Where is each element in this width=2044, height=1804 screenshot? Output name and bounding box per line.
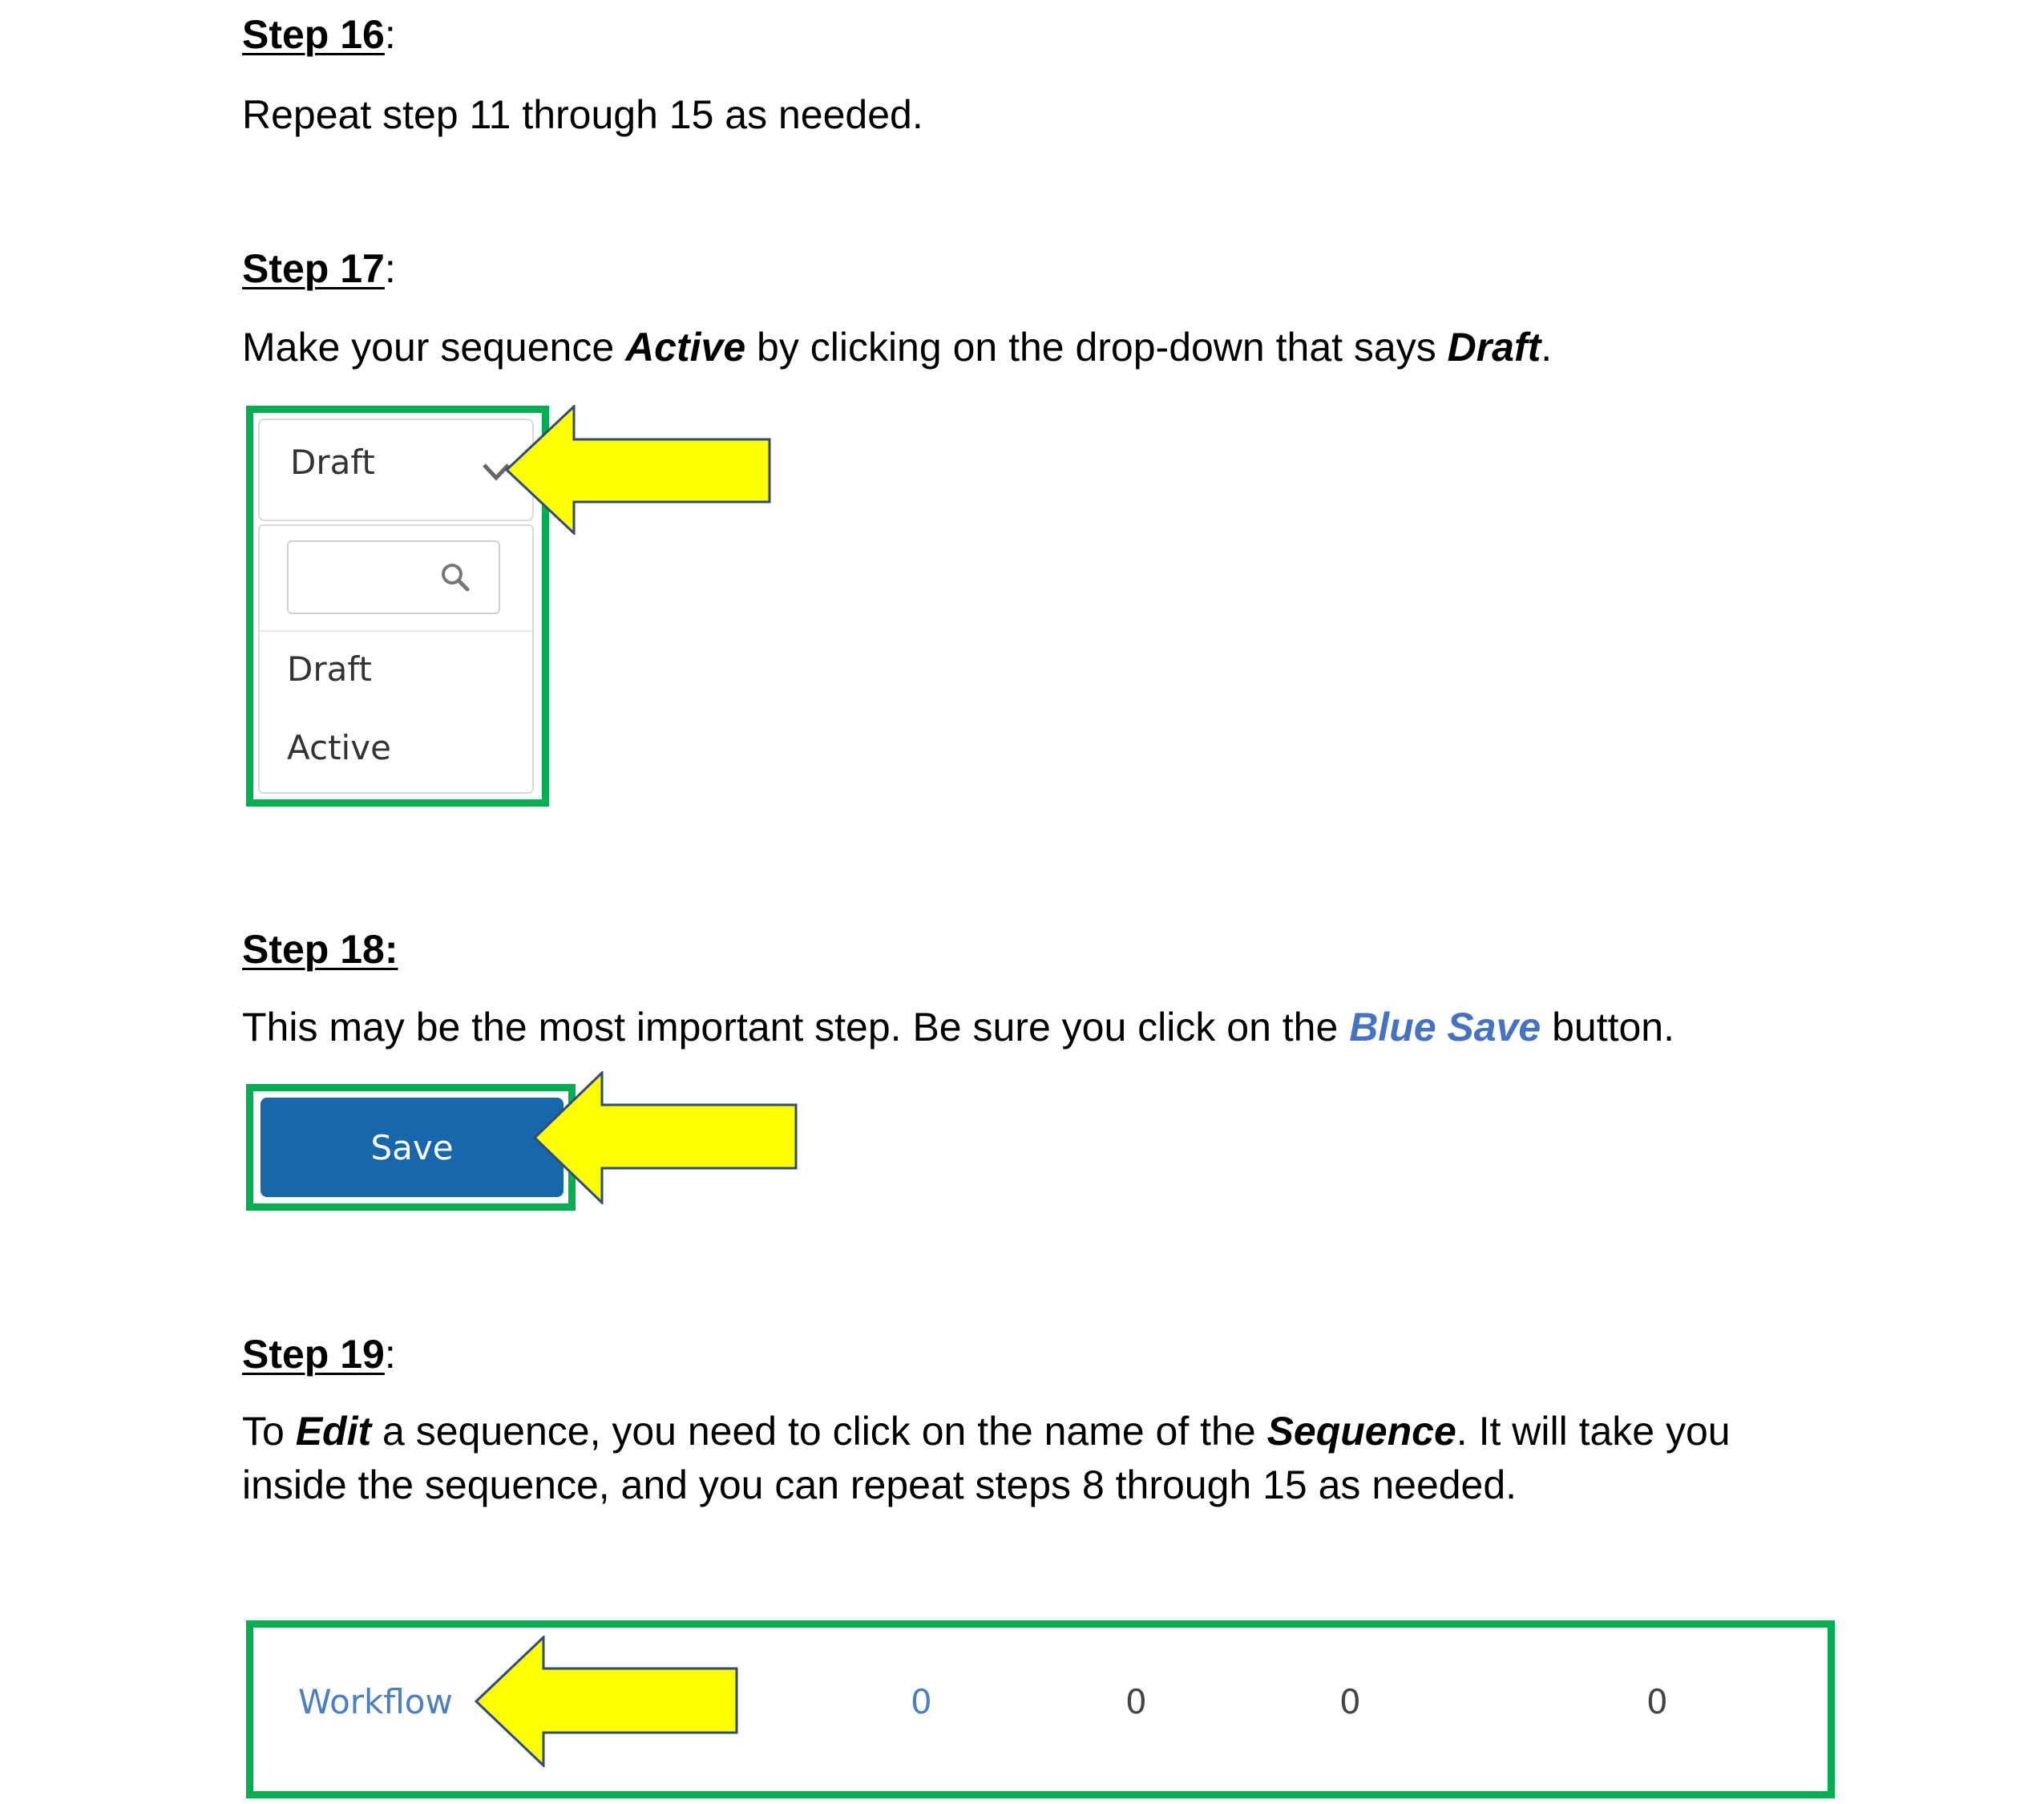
dropdown-option-active[interactable]: Active — [287, 728, 391, 767]
emphasis-draft: Draft — [1447, 325, 1541, 370]
dropdown-selected-value: Draft — [290, 443, 375, 482]
heading-colon: : — [384, 1332, 396, 1377]
yellow-arrow-icon — [533, 1071, 800, 1204]
step-19-text-line-1: To Edit a sequence, you need to click on the name of the Sequence. It will take you — [242, 1409, 1731, 1454]
dropdown-option-draft[interactable]: Draft — [287, 649, 372, 689]
emphasis-active: Active — [625, 325, 746, 370]
sequence-count-1[interactable]: 0 — [911, 1682, 932, 1721]
sequence-count-3: 0 — [1339, 1682, 1361, 1721]
step-18-heading: Step 18: — [242, 927, 398, 972]
step-19-text-line-2: inside the sequence, and you can repeat steps 8 through 15 as needed. — [242, 1462, 1517, 1507]
step-18-text: This may be the most important step. Be sure you click on the Blue Save button. — [242, 1005, 1674, 1050]
save-button[interactable]: Save — [261, 1098, 564, 1197]
dropdown-menu — [258, 524, 534, 794]
step-17-heading: Step 17: — [242, 246, 396, 291]
dropdown-search-input[interactable] — [287, 540, 500, 614]
heading-colon: : — [384, 12, 396, 57]
step-16-text: Repeat step 11 through 15 as needed. — [242, 92, 923, 137]
step-17-text: Make your sequence Active by clicking on the drop-down that says Draft. — [242, 325, 1553, 370]
status-dropdown[interactable] — [258, 419, 534, 521]
sequence-count-4: 0 — [1646, 1682, 1668, 1721]
yellow-arrow-icon — [505, 405, 774, 535]
sequence-count-2: 0 — [1125, 1682, 1147, 1721]
sequence-name-link[interactable]: Workflow — [298, 1682, 453, 1721]
step-16-heading: Step 16: — [242, 12, 396, 57]
search-icon — [439, 561, 473, 595]
emphasis-edit: Edit — [295, 1409, 372, 1454]
yellow-arrow-icon — [475, 1636, 741, 1767]
heading-colon: : — [384, 246, 396, 291]
menu-divider — [260, 630, 532, 632]
emphasis-sequence: Sequence — [1266, 1409, 1456, 1454]
emphasis-blue-save: Blue Save — [1349, 1005, 1541, 1050]
step-19-heading: Step 19: — [242, 1332, 396, 1377]
